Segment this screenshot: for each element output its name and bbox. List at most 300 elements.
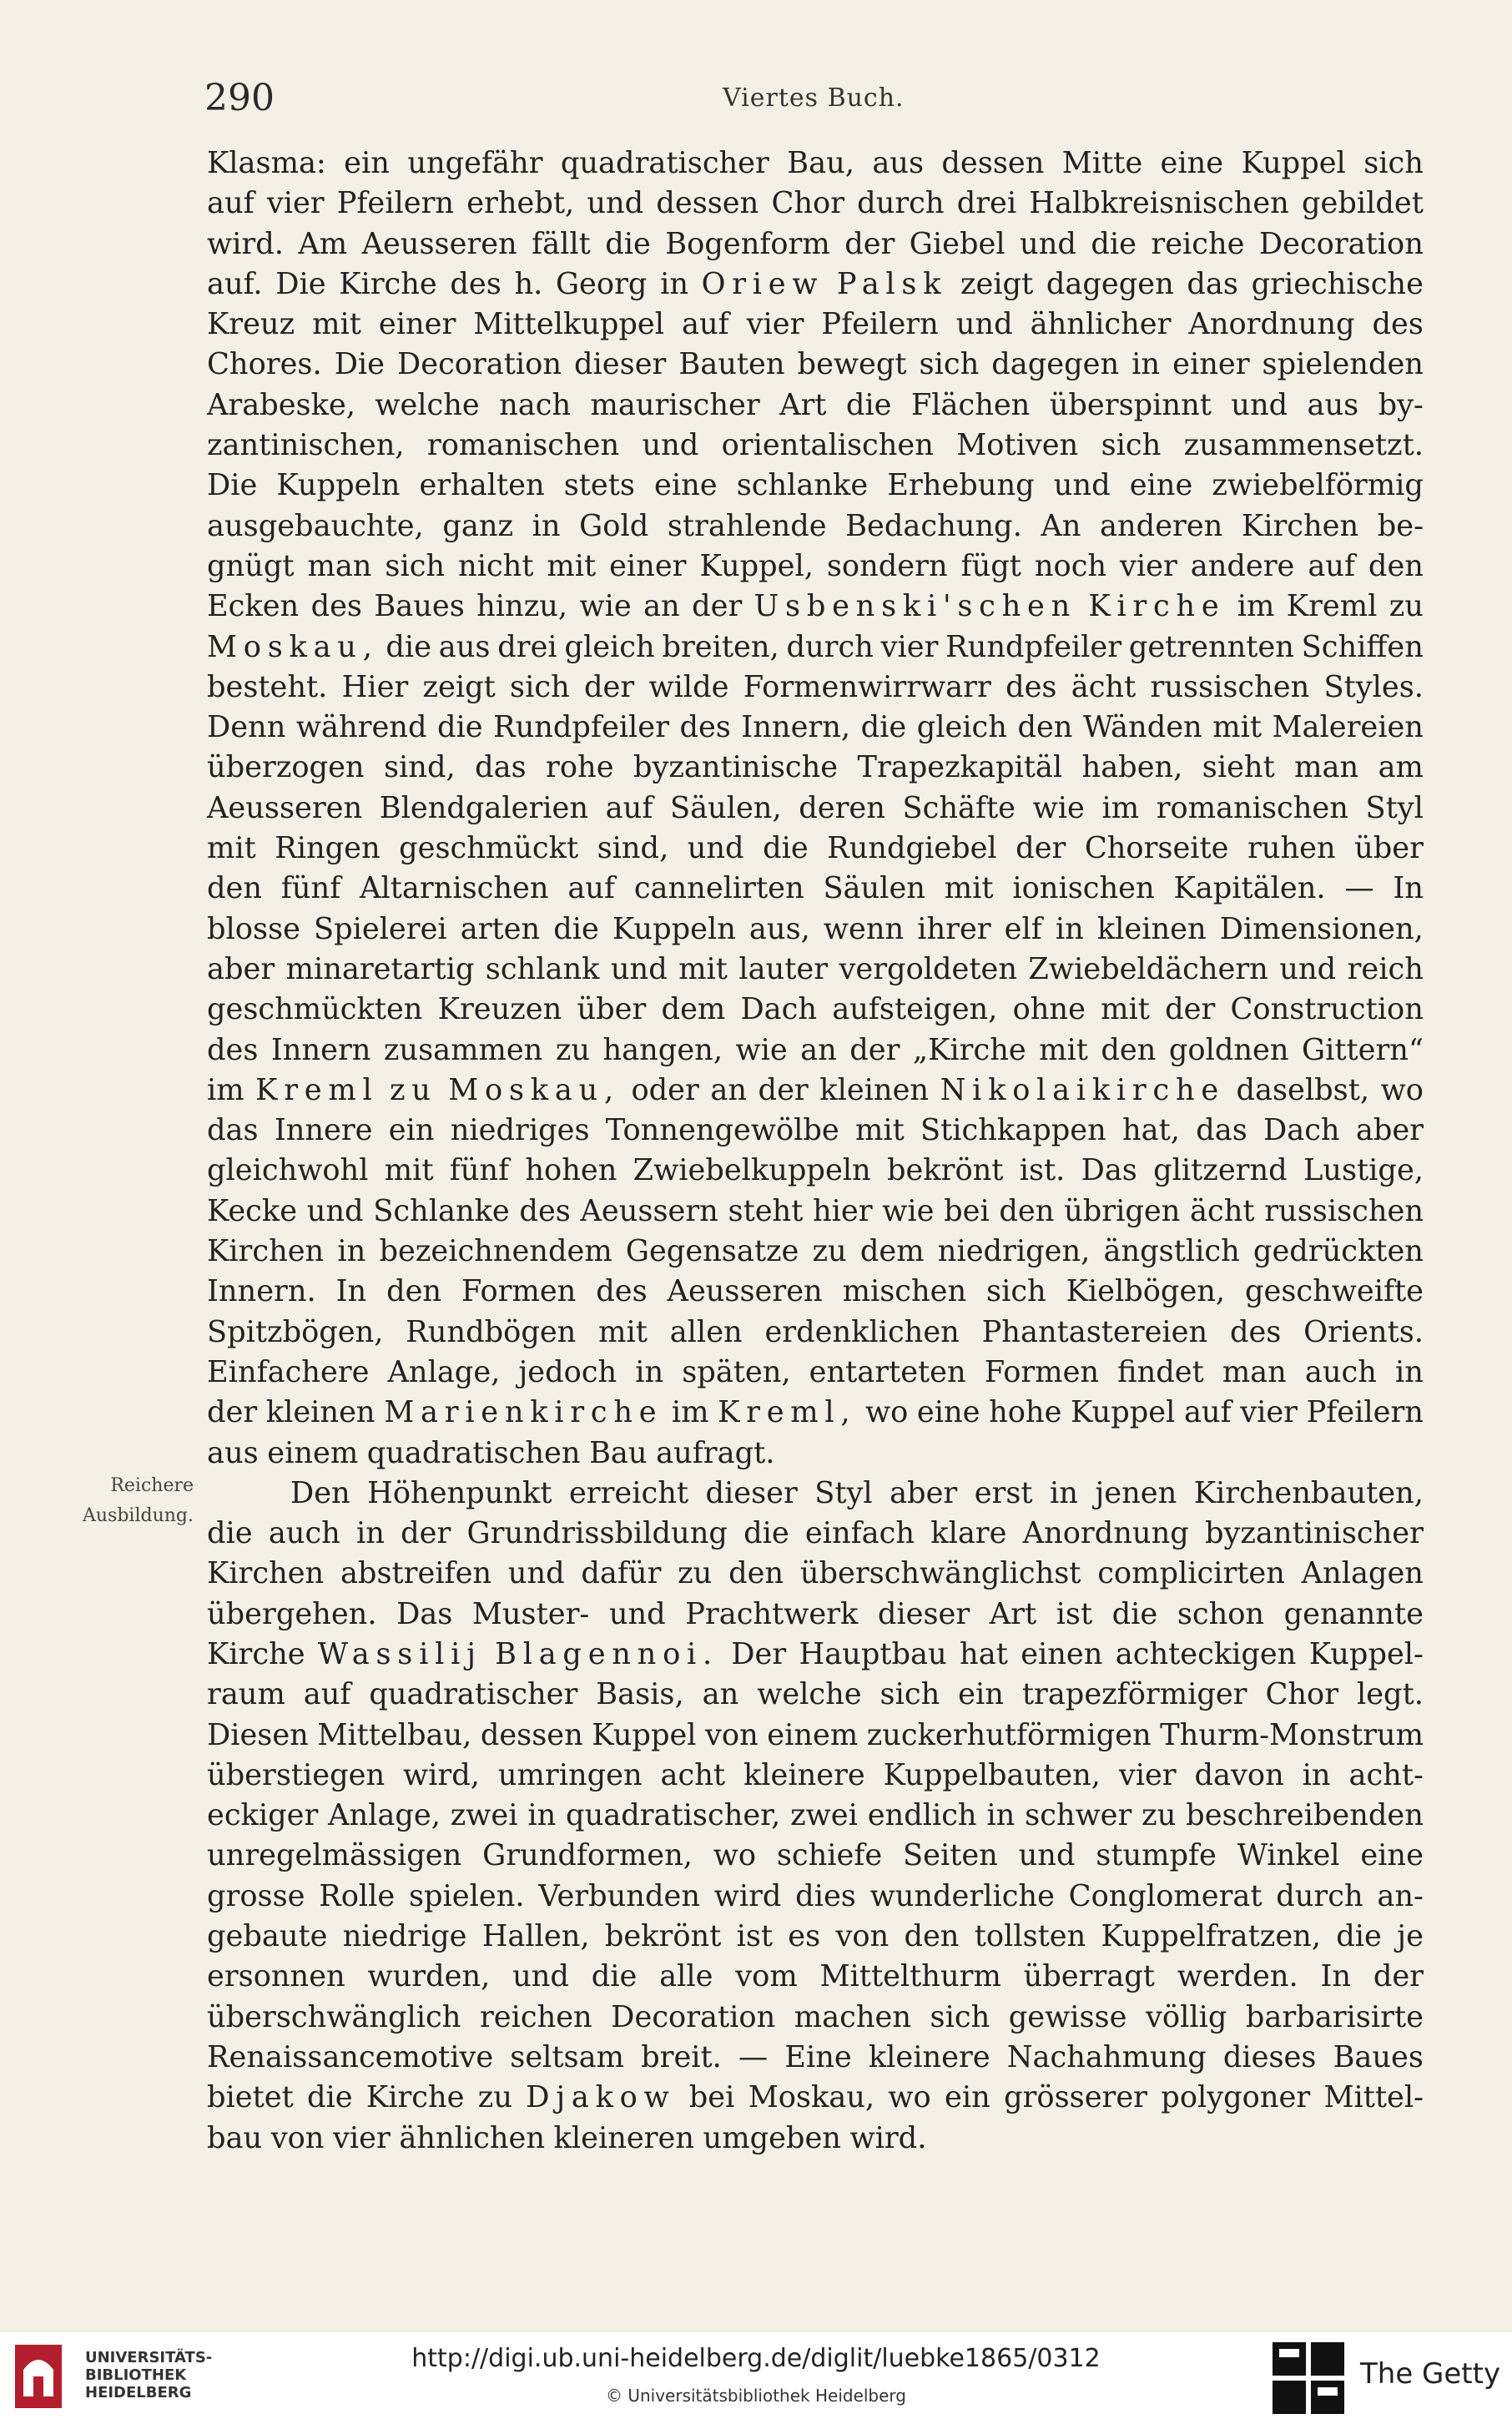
word: rohe	[546, 750, 614, 785]
word: Kirche	[339, 266, 437, 301]
word: unregelmässigen	[207, 1838, 462, 1873]
word: stets	[563, 468, 635, 503]
word: dieser	[705, 1475, 798, 1510]
word: Rundgiebel	[827, 831, 997, 866]
word: Anlage,	[328, 1798, 441, 1833]
word: Hier	[341, 669, 409, 704]
text-line	[207, 1313, 1424, 1353]
word: ionischen	[1012, 871, 1155, 906]
word: Die	[207, 468, 258, 503]
word: Zwiebeldächern	[1028, 951, 1268, 986]
body-text	[207, 144, 1424, 2159]
word: im	[1237, 589, 1275, 624]
text-line	[207, 1675, 1424, 1715]
word: des	[1005, 669, 1057, 704]
text-line	[207, 1111, 1424, 1151]
word: Baues	[1333, 2039, 1424, 2074]
word: die	[553, 911, 599, 946]
word: maurischer	[590, 387, 760, 422]
word: Aeusseren	[207, 790, 363, 825]
word: völlig	[1146, 1999, 1227, 2034]
word: In	[1393, 871, 1424, 906]
word: zwei	[450, 1798, 518, 1833]
text-line	[207, 265, 1424, 305]
word: Dach	[1263, 1113, 1340, 1148]
word: einer	[378, 307, 456, 342]
word: schwer	[1025, 1798, 1132, 1833]
word: sich	[930, 1999, 990, 2034]
word: zusammen	[383, 1032, 543, 1067]
word: Construction	[1230, 992, 1424, 1027]
word: deren	[799, 790, 885, 825]
word: mit	[944, 871, 994, 906]
word: Kuppel	[1071, 1395, 1176, 1430]
word: Thurm-Monstrum	[1160, 1717, 1424, 1752]
word: In	[1320, 1959, 1352, 1994]
word: Kuppeln	[276, 468, 401, 503]
word: tollsten	[974, 1919, 1086, 1954]
word: sind,	[383, 750, 456, 785]
word: man	[307, 548, 372, 583]
word: minaretartig	[285, 951, 475, 986]
word: aber	[207, 951, 275, 986]
word: zu	[1142, 1798, 1177, 1833]
word: geschweifte	[1245, 1274, 1424, 1309]
word: auf	[605, 790, 653, 825]
word: wo	[1380, 1072, 1424, 1107]
word: alle	[659, 1959, 713, 1994]
spaced-word: Marienkirche	[384, 1395, 663, 1430]
word: Schiffen	[1301, 629, 1424, 664]
word: gebildet	[1301, 186, 1424, 221]
word: ächt	[1071, 669, 1137, 704]
word: dessen	[941, 146, 1045, 180]
word: ist.	[1019, 1153, 1066, 1188]
word: Mitte	[1061, 146, 1143, 180]
word: dem	[859, 1234, 925, 1269]
word: sich	[1363, 146, 1424, 180]
word: kleinere	[868, 2039, 990, 2074]
word: Kuppelfratzen,	[1101, 1919, 1322, 1954]
word: orientalischen	[721, 428, 934, 463]
word: elf	[1004, 911, 1042, 946]
word: Die	[275, 266, 326, 301]
word: der	[758, 1072, 809, 1107]
word: abstreifen	[340, 1556, 492, 1591]
word: Kuppel-	[1308, 1636, 1424, 1671]
margin-note-line: Reichere	[110, 1475, 194, 1496]
word: eine	[654, 468, 718, 503]
text-line	[207, 1272, 1424, 1312]
word: Innere	[274, 1113, 373, 1148]
word: Innern,	[741, 710, 851, 745]
word: bietet	[207, 2080, 294, 2115]
word: zu	[477, 2080, 512, 2115]
word: Georg	[555, 266, 648, 301]
word: hinzu,	[476, 589, 568, 624]
word: Zwiebelkuppeln	[633, 1153, 871, 1188]
text-line	[207, 2038, 1424, 2078]
word: Art	[779, 387, 827, 422]
word: goldnen	[1168, 1032, 1289, 1067]
word: Lustige,	[1303, 1153, 1424, 1188]
word: Anordnung	[1188, 307, 1355, 342]
word: den	[904, 1919, 960, 1954]
spaced-word: Moskau,	[207, 629, 379, 664]
word: in	[635, 1354, 664, 1389]
word: bau	[207, 2120, 263, 2155]
word: übergehen.	[207, 1596, 377, 1631]
word: Decoration	[397, 347, 562, 382]
word: Einfachere	[207, 1354, 370, 1389]
source-url-link[interactable]: http://digi.ub.uni-heidelberg.de/diglit/luebke1865/0312	[411, 2344, 1101, 2373]
word: lauter	[738, 951, 829, 986]
word: hohen	[525, 1153, 617, 1188]
word: überschwänglich	[207, 1999, 461, 2034]
word: Chores.	[207, 347, 322, 382]
word: sieht	[1202, 750, 1275, 785]
text-line	[207, 708, 1424, 748]
word: eine	[1129, 468, 1193, 503]
word: die	[1336, 1919, 1382, 1954]
word: Das	[1081, 1153, 1137, 1188]
word: polygoner	[1161, 2080, 1311, 2115]
word: des	[1372, 307, 1424, 342]
word: zwei	[790, 1798, 858, 1833]
word: Decoration	[1258, 226, 1424, 261]
word: dem	[661, 992, 726, 1027]
word: breit.	[641, 2039, 722, 2074]
word: von	[835, 1919, 890, 1954]
word: zantinischen,	[207, 428, 405, 463]
word: und	[306, 1193, 364, 1228]
word: wilde	[648, 669, 729, 704]
text-line	[207, 869, 1424, 909]
word: Erhebung	[887, 468, 1035, 503]
word: das	[207, 1113, 259, 1148]
word: Tonnengewölbe	[605, 1113, 839, 1148]
word: reich	[1347, 951, 1424, 986]
word: der	[849, 1032, 900, 1067]
word: den	[1101, 1032, 1157, 1067]
word: Orients.	[1303, 1314, 1424, 1349]
word: Mittel-	[1323, 2080, 1424, 2115]
word: die	[845, 387, 892, 422]
word: ungefähr	[407, 146, 543, 180]
word: überragt	[1023, 1959, 1155, 1994]
word: ein	[388, 1113, 435, 1148]
word: schon	[1177, 1596, 1265, 1631]
word: Anordnung	[1022, 1516, 1189, 1551]
word: h.	[514, 266, 543, 301]
word: ihrer	[917, 911, 991, 946]
word: Winkel	[1237, 1838, 1340, 1873]
word: Renaissancemotive	[207, 2039, 494, 2074]
word: Halbkreisnischen	[1029, 186, 1289, 221]
word: sich	[385, 548, 446, 583]
word: Kuppeln	[612, 911, 736, 946]
word: beschreibenden	[1186, 1798, 1424, 1833]
word: erdenklichen	[764, 1314, 960, 1349]
word: zeigt	[422, 669, 496, 704]
getty-name: The Getty	[1360, 2357, 1501, 2391]
word: trapezförmiger	[1021, 1677, 1247, 1712]
word: quadratischer	[369, 1677, 578, 1712]
word: Kreuz	[207, 307, 295, 342]
word: ein	[958, 1677, 1004, 1712]
word: den	[999, 1193, 1055, 1228]
text-line	[207, 627, 1424, 668]
word: hohe	[989, 1395, 1062, 1430]
text-line	[207, 1514, 1424, 1554]
word: nicht	[458, 548, 534, 583]
word: Säulen,	[669, 790, 782, 825]
word: Pfeilern	[821, 307, 939, 342]
word: den	[1017, 710, 1073, 745]
word: getrennten	[1128, 629, 1294, 664]
word: die	[436, 710, 483, 745]
spaced-word: Nikolaikirche	[940, 1072, 1225, 1107]
text-line	[207, 1595, 1424, 1635]
word: den	[207, 871, 263, 906]
word: sich	[879, 1677, 940, 1712]
word: dagegen	[1046, 266, 1174, 301]
word: Schlanke	[373, 1193, 510, 1228]
word: zusammensetzt.	[1183, 428, 1424, 463]
word: wunderliche	[869, 1878, 1055, 1913]
text-line	[207, 345, 1424, 385]
word: wo	[864, 1395, 909, 1430]
word: schiefe	[776, 1838, 883, 1873]
word: Wänden	[1082, 710, 1202, 745]
word: Malereien	[1272, 710, 1424, 745]
word: aus,	[748, 911, 810, 946]
word: Rundbögen	[406, 1314, 577, 1349]
word: Chor	[1265, 1677, 1339, 1712]
text-line	[207, 184, 1424, 224]
word: durch	[857, 186, 945, 221]
word: in	[1131, 347, 1161, 382]
word: oder	[631, 1072, 699, 1107]
word: das	[1187, 266, 1238, 301]
word: Pfeilern	[336, 186, 455, 221]
word: durch	[1276, 1878, 1363, 1913]
word: sich	[510, 669, 570, 704]
text-line	[207, 386, 1424, 426]
word: genannte	[1283, 1596, 1424, 1631]
word: Mittelkuppel	[473, 307, 665, 342]
word: mit	[855, 1113, 905, 1148]
word: Styl	[814, 1475, 873, 1510]
word: mit	[678, 951, 728, 986]
word: Bogenform	[665, 226, 830, 261]
text-line	[207, 1393, 1424, 1433]
word: aus	[438, 629, 491, 664]
word: grösserer	[1004, 2080, 1147, 2115]
word: gewisse	[1008, 1999, 1127, 2034]
word: Motiven	[956, 428, 1079, 463]
word: Diesen	[207, 1717, 309, 1752]
text-line	[207, 748, 1424, 788]
word: Giebel	[909, 226, 1005, 261]
word: dieser	[574, 347, 667, 382]
text-line	[207, 950, 1424, 990]
word: Dimensionen,	[1219, 911, 1424, 946]
word: Kirchen	[207, 1556, 325, 1591]
word: aus	[872, 146, 925, 180]
word: Gegensatze	[625, 1234, 799, 1269]
word: und	[608, 1596, 666, 1631]
word: Kuppelbauten,	[883, 1757, 1101, 1792]
word: Moskau,	[748, 2080, 875, 2115]
word: Kirche	[365, 2080, 465, 2115]
word: Kirche	[207, 1636, 305, 1671]
running-head: Viertes Buch.	[723, 83, 905, 113]
word: Ringen	[275, 831, 381, 866]
word: niedrigen,	[937, 1234, 1091, 1269]
word: erhalten	[419, 468, 545, 503]
word: es	[788, 1919, 821, 1954]
word: Klasma:	[207, 146, 326, 180]
word: dieser	[877, 1596, 970, 1631]
word: auch	[1304, 1354, 1377, 1389]
word: Nachahmung	[1006, 2039, 1207, 2074]
word: auf	[303, 1677, 351, 1712]
word: erreicht	[568, 1475, 689, 1510]
word: über	[1354, 831, 1424, 866]
word: in	[337, 1234, 366, 1269]
word: wie	[735, 1032, 788, 1067]
word: der	[1016, 831, 1066, 866]
word: griechische	[1251, 266, 1424, 301]
word: cannelirten	[633, 871, 804, 906]
text-line	[207, 990, 1424, 1030]
word: aber	[1355, 1113, 1424, 1148]
text-line	[207, 426, 1424, 466]
word: endlich	[867, 1798, 977, 1833]
word: man	[1294, 750, 1359, 785]
word: quadratischer,	[566, 1798, 781, 1833]
text-line	[207, 1998, 1424, 2038]
word: auf.	[207, 266, 263, 301]
word: mit	[384, 1153, 434, 1188]
word: der	[401, 1516, 451, 1551]
word: vier	[266, 186, 325, 221]
word: einen	[1021, 1636, 1103, 1671]
word: mit	[1101, 992, 1150, 1027]
word: Denn	[207, 710, 286, 745]
word: einem	[767, 1717, 859, 1752]
word: legt.	[1356, 1677, 1424, 1712]
word: kleinen	[1096, 911, 1207, 946]
word: vier	[1240, 1395, 1298, 1430]
word: Aeussern	[580, 1193, 718, 1228]
word: Kirchen	[1241, 508, 1359, 543]
word: in	[1055, 911, 1084, 946]
text-line	[207, 224, 1424, 265]
word: auf	[682, 307, 729, 342]
word: und	[512, 1959, 569, 1994]
text-line	[207, 1353, 1424, 1393]
word: byzantinischer	[1204, 1516, 1424, 1551]
word: überstiegen	[207, 1757, 386, 1792]
word: Bau,	[787, 146, 854, 180]
word: stumpfe	[1096, 1838, 1217, 1873]
spaced-word: Blagennoi.	[495, 1636, 718, 1671]
margin-note	[52, 1471, 194, 1531]
word: Formen	[461, 1274, 577, 1309]
word: fügt	[960, 548, 1021, 583]
text-line	[207, 144, 1424, 184]
word: Kecke	[207, 1193, 298, 1228]
word: auf	[567, 871, 615, 906]
word: Formenwirrwarr	[743, 669, 991, 704]
word: niedrige	[342, 1919, 467, 1954]
copyright-notice: © Universitätsbibliothek Heidelberg	[605, 2386, 906, 2406]
word: dessen	[480, 1717, 583, 1752]
word: überzogen	[207, 750, 365, 785]
word: sind,	[597, 831, 669, 866]
word: barbarisirte	[1245, 1999, 1424, 2034]
word: —	[738, 2039, 769, 2074]
word: ächt	[1190, 1193, 1255, 1228]
word: überschwänglichst	[799, 1556, 1081, 1591]
word: Hallen,	[481, 1919, 590, 1954]
word: Bedachung.	[845, 508, 1022, 543]
word: Innern	[270, 1032, 371, 1067]
word: russischen	[1150, 669, 1310, 704]
word: an-	[1377, 1878, 1424, 1913]
word: gleich	[916, 710, 1007, 745]
word: während	[295, 710, 427, 745]
text-line	[207, 1031, 1424, 1071]
word: reiche	[1151, 226, 1245, 261]
word: mit	[598, 1314, 648, 1349]
text-line	[207, 789, 1424, 829]
word: den	[1368, 548, 1424, 583]
word: der	[1373, 1959, 1424, 1994]
word: Verbunden	[538, 1878, 700, 1913]
word: wird,	[403, 1757, 480, 1792]
word: und	[1231, 387, 1288, 422]
word: Stichkappen	[920, 1113, 1106, 1148]
word: des	[1229, 1314, 1282, 1349]
word: ein	[945, 2080, 990, 2115]
word: ausgebauchte,	[207, 508, 424, 543]
word: wo	[713, 1838, 757, 1873]
word: an	[702, 1677, 739, 1712]
word: Blendgalerien	[379, 790, 589, 825]
word: das	[1196, 1113, 1247, 1148]
word: Formen	[984, 1354, 1100, 1389]
word: auf	[1308, 548, 1355, 583]
word: Flächen	[910, 387, 1031, 422]
word: Gold	[579, 508, 649, 543]
word: aufsteigen,	[832, 992, 998, 1027]
word: Conglomerat	[1068, 1878, 1263, 1913]
margin-note-line: Ausbildung.	[83, 1505, 194, 1526]
word: quadratischer	[560, 146, 769, 180]
text-line	[207, 1071, 1424, 1111]
text-line	[207, 1836, 1424, 1876]
text-line	[207, 2078, 1424, 2118]
word: und	[1020, 226, 1076, 261]
word: by-	[1378, 387, 1424, 422]
text-line	[207, 305, 1424, 345]
word: bekrönt	[886, 1153, 1004, 1188]
word: die	[386, 629, 432, 664]
spaced-word: Palsk	[836, 266, 948, 301]
